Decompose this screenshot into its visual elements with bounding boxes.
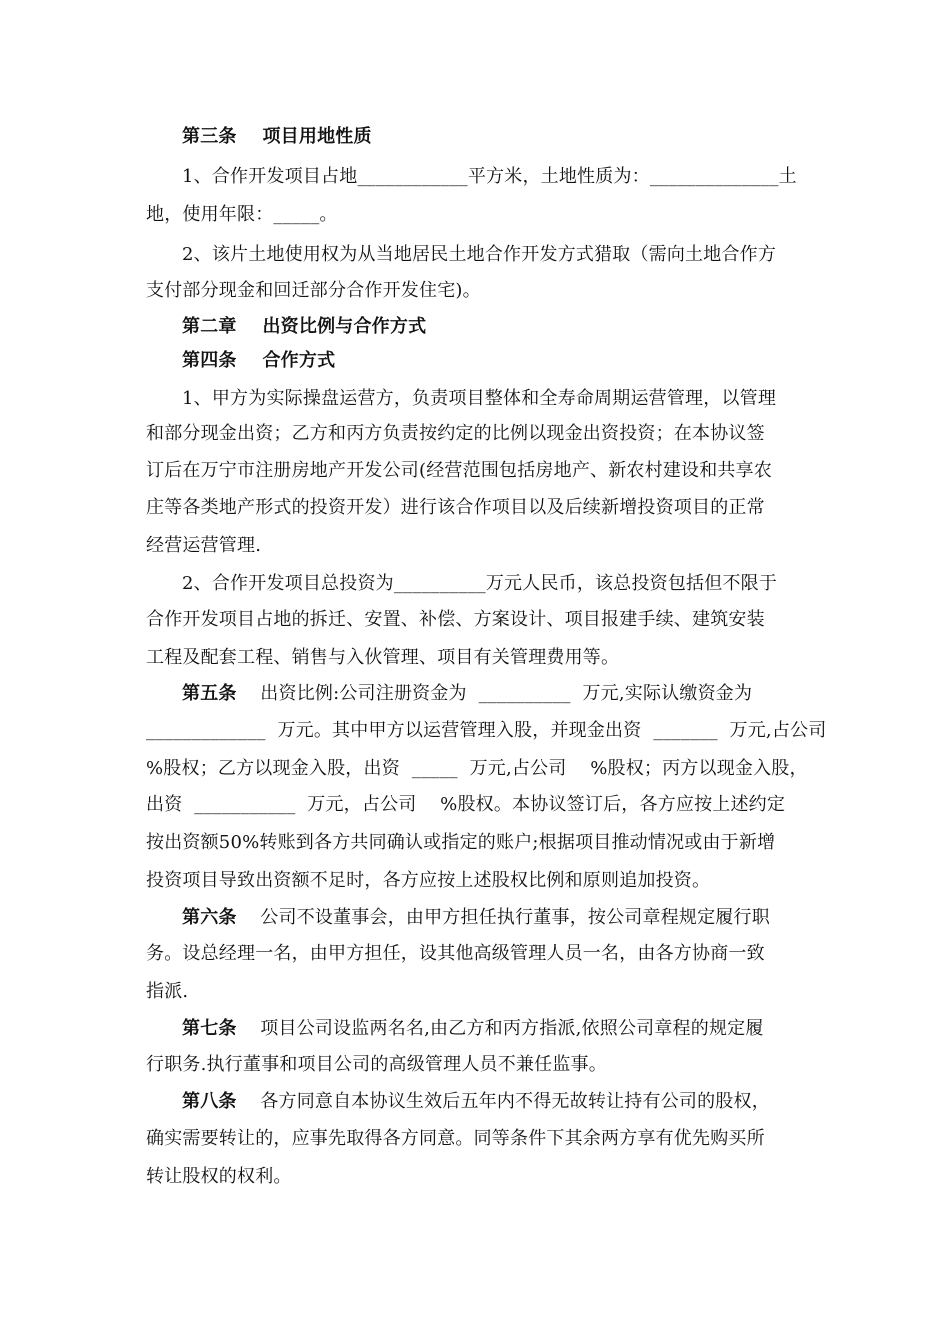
paragraph-line: 2、合作开发项目总投资为__________万元人民币，该总投资包括但不限于: [182, 573, 778, 594]
paragraph-line: 2、该片土地使用权为从当地居民土地合作开发方式猎取（需向土地合作方: [182, 244, 777, 265]
article-7-label: 第七条: [182, 1018, 237, 1039]
article-4-heading: 第四条 合作方式: [182, 350, 336, 371]
paragraph-line: 地，使用年限：_____。: [146, 204, 338, 225]
paragraph-line: 1、合作开发项目占地____________平方米，土地性质为：______________土: [182, 166, 797, 187]
article-3-heading: 第三条 项目用地性质: [182, 126, 372, 147]
paragraph-line: 庄等各类地产形式的投资开发）进行该合作项目以及后续新增投资项目的正常: [146, 497, 765, 518]
paragraph-line: 指派.: [146, 981, 189, 1002]
article-8-label: 第八条: [182, 1091, 237, 1112]
paragraph-line: 支付部分现金和回迁部分合作开发住宅)。: [146, 280, 481, 301]
paragraph-line: 行职务.执行董事和项目公司的高级管理人员不兼任监事。: [146, 1054, 607, 1075]
article-8-line: 第八条 各方同意自本协议生效后五年内不得无故转让持有公司的股权，: [182, 1091, 770, 1112]
article-5-line: 第五条 出资比例:公司注册资金为 __________ 万元,实际认缴资金为: [182, 683, 753, 704]
article-5-label: 第五条: [182, 683, 237, 704]
paragraph-line: 工程及配套工程、销售与入伙管理、项目有关管理费用等。: [146, 647, 620, 668]
paragraph-line: 出资 ___________ 万元，占公司 %股权。本协议签订后，各方应按上述约定: [146, 794, 786, 815]
paragraph-line: 和部分现金出资；乙方和丙方负责按约定的比例以现金出资投资；在本协议签: [146, 423, 765, 444]
paragraph-line: 按出资额50%转账到各方共同确认或指定的账户;根据项目推动情况或由于新增: [146, 832, 776, 853]
paragraph-line: _____________ 万元。其中甲方以运营管理入股，并现金出资 _______ 万元,占公司: [146, 720, 827, 741]
paragraph-line: 1、甲方为实际操盘运营方，负责项目整体和全寿命周期运营管理，以管理: [182, 388, 777, 409]
article-7-line: 第七条 项目公司设监两名名,由乙方和丙方指派,依照公司章程的规定履: [182, 1018, 764, 1039]
paragraph-line: 经营运营管理.: [146, 535, 262, 556]
article-6-line: 第六条 公司不设董事会，由甲方担任执行董事，按公司章程规定履行职: [182, 907, 770, 928]
paragraph-line: 转让股权的权利。: [146, 1166, 292, 1187]
paragraph-line: 务。设总经理一名，由甲方担任，设其他高级管理人员一名，由各方协商一致: [146, 943, 765, 964]
paragraph-line: 订后在万宁市注册房地产开发公司(经营范围包括房地产、新农村建设和共享农: [146, 460, 773, 481]
paragraph-line: %股权；乙方以现金入股，出资 _____ 万元,占公司 %股权；丙方以现金入股，: [146, 758, 808, 779]
paragraph-line: 合作开发项目占地的拆迁、安置、补偿、方案设计、项目报建手续、建筑安装: [146, 609, 765, 630]
chapter-2-heading: 第二章 出资比例与合作方式: [182, 316, 427, 337]
paragraph-line: 投资项目导致出资额不足时，各方应按上述股权比例和原则追加投资。: [146, 870, 711, 891]
paragraph-line: 确实需要转让的，应事先取得各方同意。同等条件下其余两方享有优先购买所: [146, 1128, 765, 1149]
article-6-label: 第六条: [182, 907, 237, 928]
